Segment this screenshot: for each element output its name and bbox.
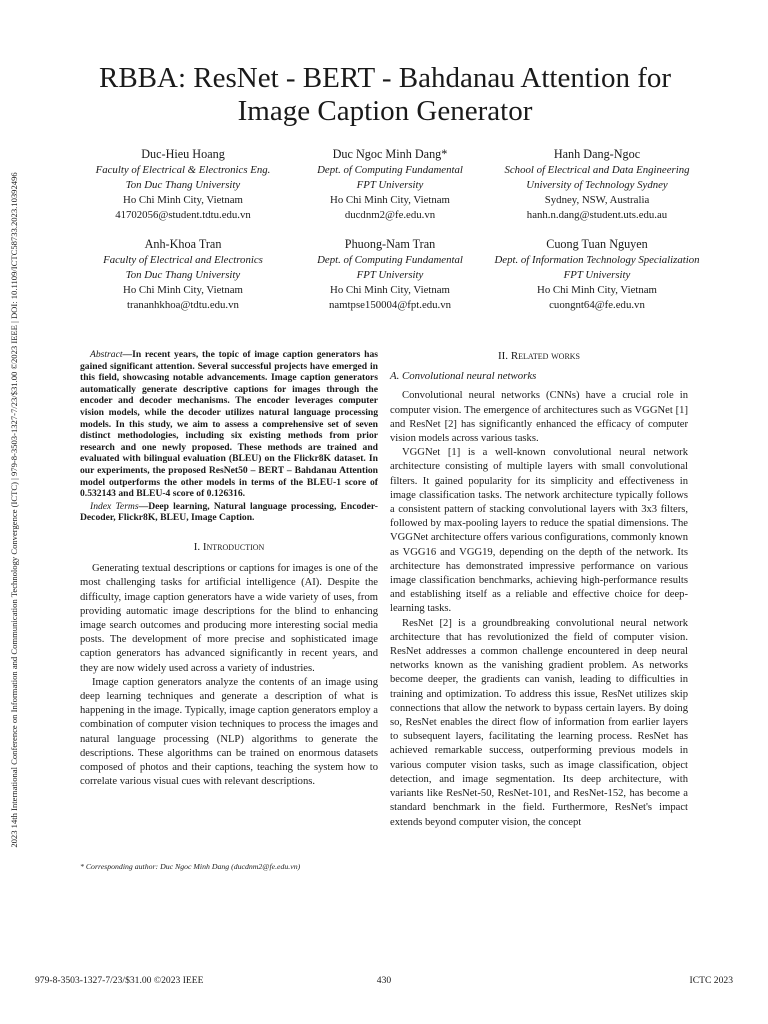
paper-title: RBBA: ResNet - BERT - Bahdanau Attention for Image Caption Generator (98, 62, 672, 127)
intro-paragraph-2: Image caption generators analyze the contents of an image using deep learning techniques and generate a description of what is happening in the image. Typically, image caption generators employ a combination of computer vision techniques to process the images and natural language processing (NLP) algorithms to generate the descriptions. These algorithms can be trained on enormous datasets composed of photos and their captions, teaching the system how to correlate various visual cues with relevant descriptions. (80, 676, 378, 788)
author-name: Hanh Dang-Ngoc (553, 147, 641, 161)
author-city: Sydney, NSW, Australia (544, 194, 650, 206)
doi-sidebar-text: 2023 14th International Conference on Information and Communication Technology Convergence (ICTC) | 979-8-3503-1327-7/23/$31.00 ©2023 IEEE | DOI: 10.1109/ICTC58733.2023.10392496 (9, 172, 19, 848)
page-number: 430 (376, 975, 392, 986)
author-email[interactable]: hanh.n.dang@student.uts.edu.au (526, 209, 668, 221)
right-column (390, 349, 688, 830)
author-city: Ho Chi Minh City, Vietnam (330, 194, 450, 206)
intro-paragraph-1: Generating textual descriptions or captions for images is one of the most challenging tasks for artificial intelligence (AI). Despite the difficulty, image caption generators have a wide variety of uses, from providing automatic image descriptions for the blind to enhancing image search outcomes and producing more interesting social media posts. The development of more precise and sophisticated image caption generators has advanced significantly in recent years, and they are now widely used across a variety of industries. (80, 563, 378, 674)
author-block (287, 236, 493, 313)
author-city: Ho Chi Minh City, Vietnam (123, 194, 243, 206)
author-city: Ho Chi Minh City, Vietnam (123, 284, 243, 296)
author-affiliation: School of Electrical and Data Engineering (504, 164, 690, 176)
author-city: Ho Chi Minh City, Vietnam (537, 284, 657, 296)
footer-conference: ICTC 2023 (689, 975, 733, 986)
section-heading-introduction (80, 540, 378, 554)
author-institution: University of Technology Sydney (526, 179, 668, 191)
author-block (287, 146, 493, 223)
author-affiliation: Faculty of Electrical and Electronics (103, 254, 263, 266)
section-title: Introduction (202, 540, 265, 553)
abstract-body: —In recent years, the topic of image caption generators has gained significant attention. Several successful projects have emerged in this field, showcasing notable advancements. Image caption generators automatically generate descriptive captions for images through the encoder and decoder mechanisms. The encoder leverages computer vision models, while the decoder utilizes natural language processing models. In this study, we aim to assess a comprehensive set of seven distinct methodologies, including six existing methods from prior research and one newly proposed. These methods are trained and evaluated with bilingual evaluation (BLEU) on the Flickr8K dataset. In our experiments, the proposed ResNet50 – BERT – Bahdanau Attention model outperforms the other models in terms of the BLEU-1 score of 0.532143 and BLEU-4 score of 0.126316. (80, 349, 378, 500)
left-column (80, 349, 378, 789)
author-affiliation: Dept. of Information Technology Specialization (494, 254, 700, 266)
author-block (494, 236, 700, 313)
author-institution: FPT University (563, 269, 631, 281)
author-name: Duc-Hieu Hoang (141, 147, 225, 161)
section-heading-related-works (390, 349, 688, 363)
author-email[interactable]: cuongnt64@fe.edu.vn (549, 299, 645, 311)
index-terms-lead: Index Terms (90, 500, 139, 512)
author-affiliation: Faculty of Electrical & Electronics Eng. (95, 164, 271, 176)
author-block (494, 146, 700, 223)
author-institution: Ton Duc Thang University (125, 269, 241, 281)
author-institution: FPT University (356, 179, 424, 191)
author-name: Cuong Tuan Nguyen (546, 237, 648, 251)
index-terms (80, 501, 378, 524)
footer-copyright: 979-8-3503-1327-7/23/$31.00 ©2023 IEEE (35, 975, 204, 986)
author-email[interactable]: namtpse150004@fpt.edu.vn (328, 299, 452, 311)
author-email[interactable]: 41702056@student.tdtu.edu.vn (115, 209, 251, 221)
abstract (80, 349, 378, 500)
author-email[interactable]: trananhkhoa@tdtu.edu.vn (127, 299, 239, 311)
author-name: Phuong-Nam Tran (344, 237, 436, 251)
related-paragraph-2: VGGNet [1] is a well-known convolutional neural network architecture consisting of multiple layers with small convolutional filters. It gained popularity for its simplicity and effectiveness in image classification tasks. The network architecture typically follows a consistent pattern of stacking convolutional layers with 3x3 filters, followed by max-pooling layers to reduce the spatial dimensions. The VGGNet architecture offers various configurations, commonly known as VGG16 and VGG19, depending on the depth of the network. Its architecture has demonstrated impressive performance on various image classification benchmarks, achieving high-performance results and establishing itself as a reliable and effective choice for deep-learning tasks. (390, 447, 688, 615)
doi-sidebar (4, 100, 24, 920)
section-number: I. (193, 540, 203, 553)
author-affiliation: Dept. of Computing Fundamental (317, 164, 463, 176)
author-block (80, 146, 286, 223)
author-institution: Ton Duc Thang University (125, 179, 241, 191)
author-city: Ho Chi Minh City, Vietnam (330, 284, 450, 296)
author-name: Duc Ngoc Minh Dang* (332, 147, 448, 161)
author-block (80, 236, 286, 313)
related-paragraph-3: ResNet [2] is a groundbreaking convolutional neural network architecture that has revolutionized the field of computer vision. ResNet addresses a common challenge encountered in deep neural networks known as the vanishing gradient problem. As networks become deeper, the gradients can vanish, leading to difficulties in training and optimization. To address this issue, ResNet utilizes skip connections that allow the network to bypass certain layers. By doing so, ResNet enables the direct flow of information from earlier layers to subsequent layers, facilitating the learning process. ResNet has achieved remarkable success, outperforming previous models in various computer vision tasks, such as image classification, object detection, and image segmentation. Its deep architecture, with variants like ResNet-50, ResNet-101, and ResNet-152, has become a standard benchmark in the field. Furthermore, ResNet's impact extends beyond computer vision, the concept (390, 617, 688, 828)
authors-row-1 (80, 146, 700, 223)
author-email[interactable]: ducdnm2@fe.edu.vn (344, 209, 436, 221)
index-terms-body: —Deep learning, Natural language processing, Encoder-Decoder, Flickr8K, BLEU, Image Caption. (80, 500, 378, 524)
author-affiliation: Dept. of Computing Fundamental (317, 254, 463, 266)
related-paragraph-1: Convolutional neural networks (CNNs) have a crucial role in computer vision. The emergence of architectures such as VGGNet [1] and ResNet [2] has significantly enhanced the efficacy of computer vision models across various tasks. (390, 390, 688, 445)
abstract-lead: Abstract (90, 349, 123, 360)
author-institution: FPT University (356, 269, 424, 281)
corresponding-author-footnote: * Corresponding author: Duc Ngoc Minh Dang (ducdnm2@fe.edu.vn) (80, 862, 301, 871)
subsection-heading: A. Convolutional neural networks (390, 370, 537, 383)
section-number: II. (497, 350, 511, 362)
section-title: Related works (510, 350, 581, 362)
author-name: Anh-Khoa Tran (144, 237, 222, 251)
authors-row-2 (80, 236, 700, 313)
